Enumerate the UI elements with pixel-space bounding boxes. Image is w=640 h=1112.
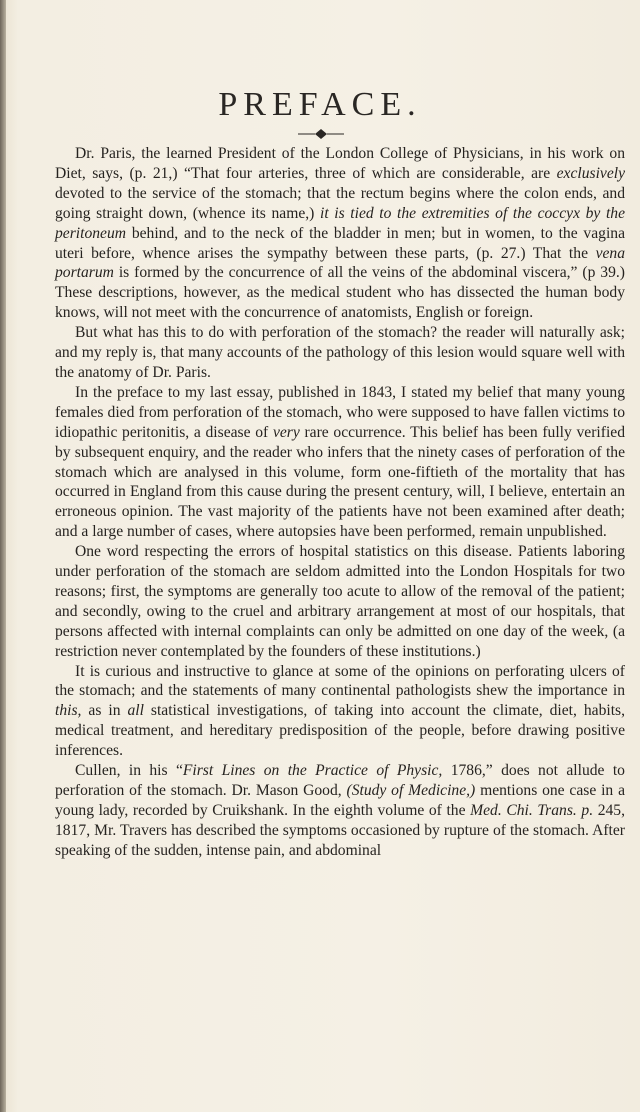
preface-body bbox=[55, 144, 625, 861]
paragraph bbox=[55, 662, 625, 762]
text-run: 245, 1817, Mr. Travers has described the symptoms occasioned by rupture of the stomach. After speaking of the sudden, intense pain, and abdominal bbox=[55, 801, 625, 859]
text-run: One word respecting the errors of hospital statistics on this disease. Patients laboring under perforation of the stomach are seldom admitted into the London Hospitals for two reasons; first, the symptoms are generally too acute to allow of the removal of the patient; and secondly, owing to the cruel and arbitrary arrangement at most of our hospitals, that persons affected with internal complaints can only be admitted on one day of the week, (a restriction never contemplated by the founders of these institutions.) bbox=[55, 543, 625, 660]
italic-text-run: exclusively bbox=[556, 164, 625, 182]
italic-text-run: very bbox=[272, 423, 300, 441]
text-run: Dr. Paris, the learned President of the London College of Physicians, in his work on Diet, says, (p. 21,) “That four arteries, three of which are considerable, are bbox=[55, 145, 625, 182]
page-binding-edge bbox=[0, 0, 6, 1112]
text-run: behind, and to the neck of the bladder in men; but in women, to the vagina uteri before, whence arises the sympathy between these parts, (p. 27.) That the bbox=[55, 224, 625, 262]
paragraph bbox=[55, 761, 625, 861]
italic-text-run: all bbox=[127, 702, 144, 720]
text-run: Cullen, in his “ bbox=[75, 762, 183, 780]
paragraph bbox=[55, 323, 625, 383]
paragraph bbox=[55, 144, 625, 323]
paragraph bbox=[55, 383, 625, 542]
text-run: But what has this to do with perforation of the stomach? the reader will naturally ask; and my reply is, that many accounts of the pathology of this lesion would square well with the anatomy of Dr. Paris. bbox=[55, 324, 625, 381]
italic-text-run: Med. Chi. Trans. p. bbox=[470, 801, 594, 819]
italic-text-run: (Study of Medicine,) bbox=[346, 782, 476, 799]
italic-text-run: First Lines on the Practice of Physic, bbox=[182, 762, 443, 780]
italic-text-run: it is tied to the extremities of the coccyx by the peritoneum bbox=[55, 204, 626, 242]
paragraph bbox=[55, 542, 625, 661]
text-run: is formed by the concurrence of all the veins of the abdominal viscera,” (p 39.) These descriptions, however, as the medical student who has dissected the human body knows, will not meet with the concurrence of anatomists, English or foreign. bbox=[55, 264, 625, 322]
text-run: mentions one case in a young lady, recorded by Cruikshank. In the eighth volume of the bbox=[55, 782, 625, 819]
page-title: PREFACE. bbox=[218, 86, 422, 123]
text-run: rare occurrence. This belief has been fully verified by subsequent enquiry, and the reader who infers that the ninety cases of perforation of the stomach which are analysed in this volume, form one-fiftieth of the mortality that has occurred in England from this cause during the present century, will, I believe, entertain an erroneous opinion. The vast majority of the patients have not been examined after death; and a large number of cases, where autopsies have been performed, remain unpublished. bbox=[55, 423, 625, 541]
text-run: 1786,” does not allude to perforation of the stomach. Dr. Mason Good, bbox=[55, 762, 625, 799]
text-run: statistical investigations, of taking into account the climate, diet, habits, medical treatment, and hereditary predisposition of the people, before drawing positive inferences. bbox=[55, 702, 625, 760]
text-run: devoted to the service of the stomach; that the rectum begins where the colon ends, and going straight down, (whence its name,) bbox=[55, 184, 625, 222]
text-run: It is curious and instructive to glance at some of the opinions on perforating ulcers of the stomach; and the statements of many continental pathologists shew the importance in bbox=[55, 662, 625, 700]
italic-text-run: vena portarum bbox=[55, 244, 625, 282]
text-run: as in bbox=[81, 702, 128, 720]
text-run: In the preface to my last essay, published in 1843, I stated my belief that many young females died from perforation of the stomach, who were supposed to have fallen victims to idiopathic peritonitis, a disease of bbox=[55, 383, 625, 441]
diamond-rule-ornament-icon bbox=[298, 128, 344, 140]
italic-text-run: this, bbox=[55, 702, 82, 720]
